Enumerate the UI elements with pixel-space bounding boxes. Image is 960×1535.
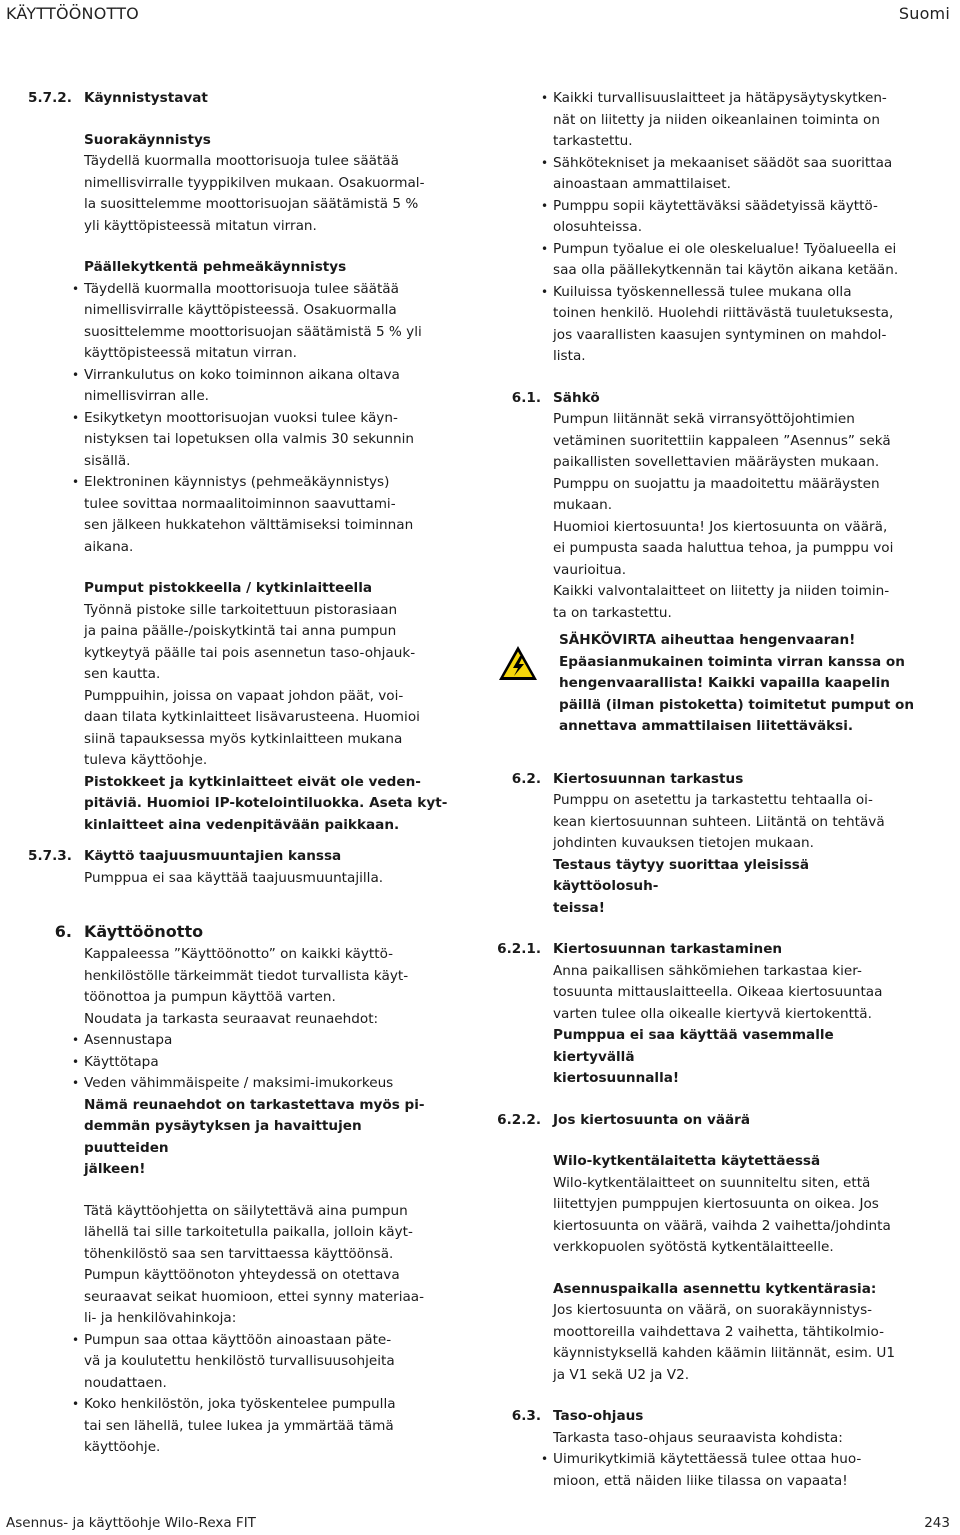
list-item: • Kaikki turvallisuuslaitteet ja hätäpysäytyskytken- nät on liitetty ja niiden oikeanlainen toiminta on tarkastettu.	[497, 88, 917, 153]
section-title: Taso-ohjaus	[553, 1408, 644, 1424]
right-column	[497, 88, 917, 1492]
paragraph: Wilo-kytkentälaitteet on suunniteltu siten, että liitettyjen pumppujen kiertosuunta on oikea. Jos kiertosuunta on väärä, vaihda 2 vaihetta/johdinta verkkopuolen syötöstä kytkentälaitteelle.	[553, 1174, 891, 1255]
paragraph: Tätä käyttöohjetta on säilytettävä aina pumpun lähellä tai sille tarkoitetulla paikalla, jolloin käyt- töhenkilöstö saa sen tarvittaessa käyttöönsä.	[84, 1202, 413, 1262]
warning-paragraph: Testaus täytyy suorittaa yleisissä käyttöolosuh- teissa!	[553, 856, 810, 916]
section-6-1	[497, 388, 917, 625]
list-item: • Asennustapa	[28, 1030, 448, 1052]
warning-paragraph: Pistokkeet ja kytkinlaitteet eivät ole veden- pitäviä. Huomioi IP-kotelointiluokka. Aseta kyt- kinlaitteet aina vedenpitävään paikkaan.	[84, 773, 448, 833]
page-footer-title: Asennus- ja käyttöohje Wilo-Rexa FIT	[6, 1515, 256, 1531]
paragraph: Noudata ja tarkasta seuraavat reunaehdot:	[84, 1010, 379, 1027]
list-item: • Pumpun työalue ei ole oleskelualue! Työalueella ei saa olla päällekytkennän tai käytön aikana ketään.	[497, 239, 917, 282]
paragraph: Jos kiertosuunta on väärä, on suorakäynnistys- moottoreilla vaihdettava 2 vaihetta, tähtikolmio- käynnistyksellä kahden käämin liitännät, esim. U1 ja V1 sekä U2 ja V2.	[553, 1302, 895, 1383]
section-number: 6.	[54, 922, 72, 941]
subheading-wilo: Wilo-kytkentälaitetta käytettäessä	[553, 1153, 821, 1169]
list-item: • Käyttötapa	[28, 1052, 448, 1074]
list-item: • Pumpun saa ottaa käyttöön ainoastaan päte- vä ja koulutettu henkilöstö turvallisuusohjeita noudattaen.	[28, 1330, 448, 1395]
page-header-chapter: KÄYTTÖÖNOTTO	[6, 4, 139, 23]
subheading-suorakaynnistys: Suorakäynnistys	[84, 131, 211, 148]
paragraph: Pumpun liitännät sekä virransyöttöjohtimien vetäminen suoritettiin kappaleen ”Asennus” sekä paikallisten sovellettavien määräysten mukaan.	[553, 411, 891, 470]
section-number: 6.2.	[511, 770, 541, 787]
list-item: • Esikytketyn moottorisuojan vuoksi tulee käyn- nistyksen tai lopetuksen olla valmis 30 sekunnin sisällä.	[28, 408, 448, 473]
left-column	[28, 88, 448, 1459]
paragraph: Pumppu on asetettu ja tarkastettu tehtaalla oi- kean kiertosuunnan suhteen. Liitäntä on tehtävä johdinten kuvauksen tietojen mukaan.	[553, 792, 885, 851]
section-title: Kiertosuunnan tarkastaminen	[553, 941, 783, 957]
list-item: • Uimurikytkimiä käytettäessä tulee ottaa huo- mioon, että näiden liike tilassa on vapaata!	[497, 1449, 917, 1492]
section-5-7-3	[28, 846, 448, 889]
warning-text: SÄHKÖVIRTA aiheuttaa hengenvaaran! Epäasianmukainen toiminta virran kanssa on hengenvaarallista! Kaikki vapailla kaapelin päillä (ilman pistoketta) toimitetut pumput on annettava ammattilaisen liitettäväksi.	[559, 632, 915, 734]
section-number: 5.7.3.	[28, 848, 72, 864]
paragraph: Tarkasta taso-ohjaus seuraavista kohdista:	[553, 1429, 843, 1446]
paragraph: Pumpun käyttöönoton yhteydessä on otettava seuraavat seikat huomioon, ettei synny materiaa- li- ja henkilövahinkoja:	[84, 1267, 425, 1326]
warning-paragraph: Pumppua ei saa käyttää vasemmalle kiertyvällä kiertosuunnalla!	[553, 1027, 834, 1086]
section-6-3	[497, 1406, 917, 1449]
list-item: • Sähkötekniset ja mekaaniset säädöt saa suorittaa ainoastaan ammattilaiset.	[497, 153, 917, 196]
paragraph: Pumppuihin, joissa on vapaat johdon päät, voi- daan tilata kytkinlaitteet lisävarusteena. Huomioi siinä tapauksessa myös kytkinlaitteen mukana tuleva käyttöohje.	[84, 687, 420, 768]
section-number: 6.3.	[511, 1408, 541, 1424]
paragraph: Pumppua ei saa käyttää taajuusmuuntajilla.	[84, 869, 384, 886]
list-item: • Pumppu sopii käytettäväksi säädetyissä käyttö- olosuhteissa.	[497, 196, 917, 239]
section-title: Jos kiertosuunta on väärä	[553, 1111, 751, 1128]
list-item: • Täydellä kuormalla moottorisuoja tulee säätää nimellisvirralle käyttöpisteessä. Osakuormalla suosittelemme moottorisuojan säätämistä 5 % yli käyttöpisteessä mitatun virran.	[28, 279, 448, 365]
subheading-asennuspaikka: Asennuspaikalla asennettu kytkentärasia:	[553, 1280, 877, 1297]
list-item: • Elektroninen käynnistys (pehmeäkäynnistys) tulee sovittaa normaalitoiminnon saavuttami- sen jälkeen hukkatehon välttämiseksi toiminnan aikana.	[28, 472, 448, 558]
section-title: Käynnistystavat	[84, 90, 208, 106]
section-number: 5.7.2.	[28, 90, 72, 106]
paragraph: Työnnä pistoke sille tarkoitettuun pistorasiaan ja paina päälle-/poiskytkintä tai anna pumpun kytkeytyä päälle tai pois asennetun taso-ohjauk- sen kautta.	[84, 601, 416, 682]
paragraph: Kappaleessa ”Käyttöönotto” on kaikki käyttö- henkilöstölle tärkeimmät tiedot turvallista käyt- töönottoa ja pumpun käyttöä varten.	[84, 946, 409, 1005]
section-title: Käyttö taajuusmuuntajien kanssa	[84, 848, 342, 864]
subheading-pehmeakaynnistys: Päällekytkentä pehmeäkäynnistys	[84, 259, 347, 275]
section-title: Kiertosuunnan tarkastus	[553, 770, 744, 787]
section-6-2-2	[497, 1110, 917, 1387]
page-number: 243	[924, 1515, 950, 1531]
section-6-2	[497, 769, 917, 920]
section-number: 6.2.1.	[497, 941, 541, 957]
paragraph: Pumppu on suojattu ja maadoitettu määräysten mukaan.	[553, 475, 880, 513]
paragraph: Kaikki valvontalaitteet on liitetty ja niiden toimin- ta on tarkastettu.	[553, 583, 890, 621]
list-item: • Veden vähimmäispeite / maksimi-imukorkeus	[28, 1073, 448, 1095]
paragraph: Täydellä kuormalla moottorisuoja tulee säätää nimellisvirralle tyyppikilven mukaan. Osakuormal- la suosittelemme moottorisuojan säätämistä 5 % yli käyttöpisteessä mitatun virran.	[84, 153, 425, 234]
warning-paragraph: Nämä reunaehdot on tarkastettava myös pi- demmän pysäytyksen ja havaittujen puutteiden jälkeen!	[84, 1096, 425, 1177]
list-item: • Koko henkilöstön, joka työskentelee pumpulla tai sen lähellä, tulee lukea ja ymmärtää tämä käyttöohje.	[28, 1394, 448, 1459]
section-5-7-2	[28, 88, 448, 110]
section-title: Sähkö	[553, 389, 600, 406]
subheading-pistoke: Pumput pistokkeella / kytkinlaitteella	[84, 580, 373, 596]
section-number: 6.2.2.	[497, 1111, 541, 1128]
section-6-2-1	[497, 939, 917, 1090]
list-item: • Virrankulutus on koko toiminnon aikana oltava nimellisvirran alle.	[28, 365, 448, 408]
section-title: Käyttöönotto	[84, 922, 204, 941]
paragraph: Huomioi kiertosuunta! Jos kiertosuunta on väärä, ei pumpusta saada haluttua tehoa, ja pumppu voi vaurioitua.	[553, 518, 894, 578]
section-6	[28, 920, 448, 944]
high-voltage-warning-icon	[497, 630, 553, 690]
page-header-language: Suomi	[898, 4, 950, 23]
electrical-warning	[497, 630, 917, 738]
section-number: 6.1.	[511, 389, 541, 406]
paragraph: Anna paikallisen sähkömiehen tarkastaa kier- tosuunta mittauslaitteella. Oikeaa kiertosuuntaa varten tulee olla oikealle kiertyvä kiertokenttä.	[553, 962, 883, 1022]
list-item: • Kuiluissa työskennellessä tulee mukana olla toinen henkilö. Huolehdi riittävästä tuuletuksesta, jos vaarallisten kaasujen syntyminen on mahdol- lista.	[497, 282, 917, 368]
